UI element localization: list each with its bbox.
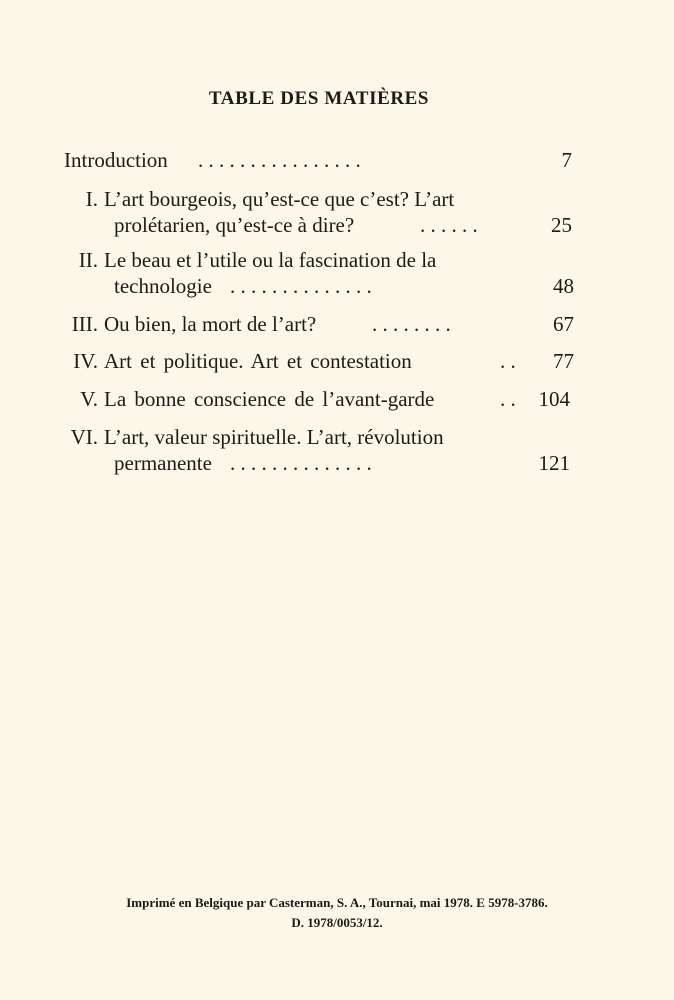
toc-page-number: 67: [553, 312, 574, 336]
toc-entry-number: III.: [71, 312, 98, 336]
toc-entry-title-cont: permanente: [114, 451, 212, 475]
toc-leader: . .: [500, 349, 516, 373]
toc-page-number: 121: [538, 451, 570, 475]
toc-entry-title: Art et politique. Art et contestation: [104, 349, 412, 373]
imprint-notice: [0, 893, 674, 933]
toc-leader: . . . . . . . . . . . . . . . .: [198, 148, 361, 172]
toc-leader: . . . . . . . .: [372, 312, 451, 336]
toc-entry-title: Le beau et l’utile ou la fascination de la: [104, 248, 437, 272]
toc-entry-title-cont: technologie: [114, 274, 212, 298]
toc-entry-title: L’art bourgeois, qu’est-ce que c’est? L’art: [104, 187, 455, 211]
toc-entry-number: IV.: [73, 349, 98, 373]
imprint-line-1: Imprimé en Belgique par Casterman, S. A., Tournai, mai 1978. E 5978-3786.: [126, 895, 548, 910]
toc-leader: . . . . . .: [420, 213, 478, 237]
toc-entry-title: Ou bien, la mort de l’art?: [104, 312, 317, 336]
toc-entry-title: La bonne conscience de l’avant-garde: [104, 387, 435, 411]
toc-entry-number: VI.: [70, 425, 98, 449]
toc-leader: . . . . . . . . . . . . . .: [230, 451, 372, 475]
toc-leader: . .: [500, 387, 516, 411]
toc-entry-title: Introduction: [64, 148, 168, 172]
toc-page-number: 7: [561, 148, 572, 172]
toc-page-number: 48: [553, 274, 574, 298]
toc-leader: . . . . . . . . . . . . . .: [230, 274, 372, 298]
toc-page-number: 104: [538, 387, 570, 411]
toc-entry-number: II.: [78, 248, 98, 272]
toc-entry-title-cont: prolétarien, qu’est-ce à dire?: [114, 213, 355, 237]
imprint-line-2: D. 1978/0053/12.: [291, 915, 383, 930]
page-title: TABLE DES MATIÈRES: [208, 88, 430, 109]
toc-entry-number: I.: [85, 187, 98, 211]
toc-entry-title: L’art, valeur spirituelle. L’art, révolution: [104, 425, 444, 449]
toc-page-number: 25: [551, 213, 572, 237]
toc-page-number: 77: [553, 349, 574, 373]
toc-entry-number: V.: [80, 387, 98, 411]
